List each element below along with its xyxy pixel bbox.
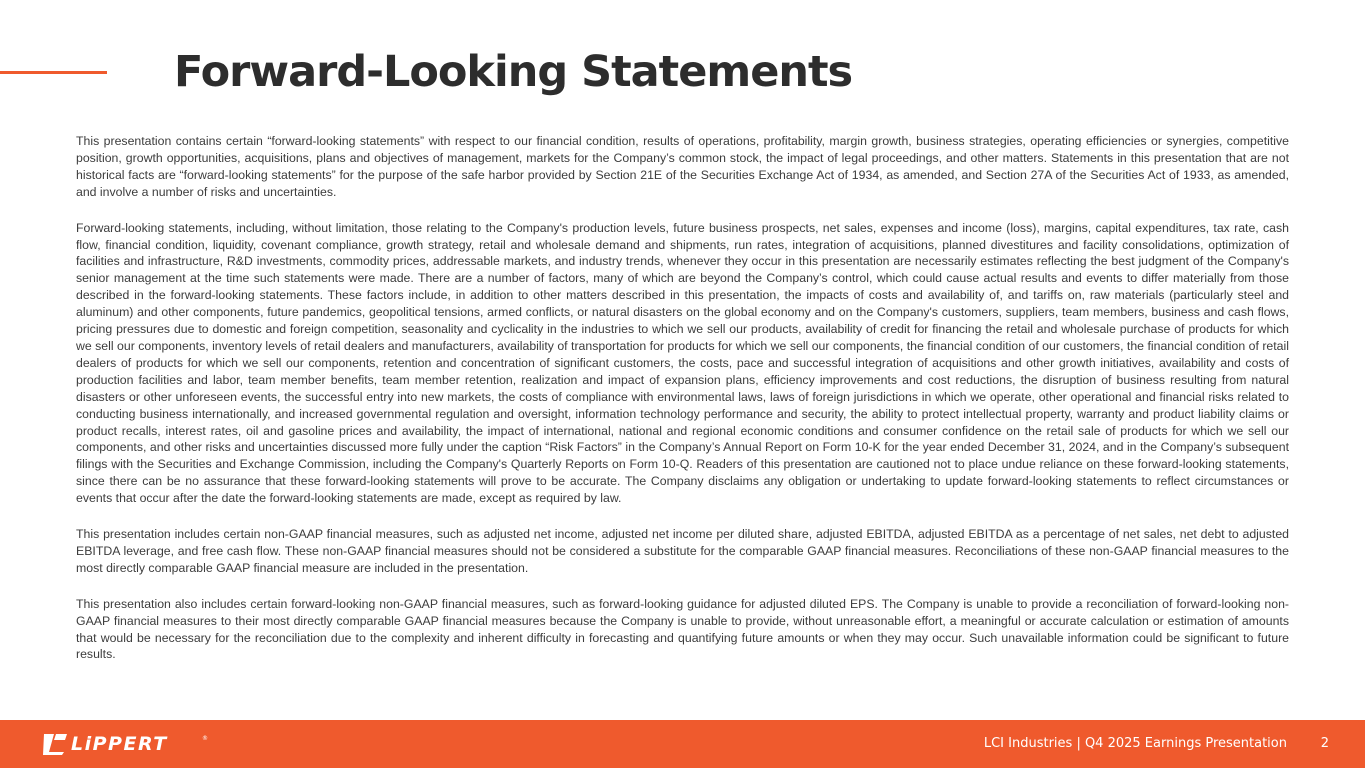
paragraph-forward-non-gaap: This presentation also includes certain forward-looking non-GAAP financial measures, such as forward-looking guidance for adjusted diluted EPS. The Company is unable to provide a reconciliation of forward-looking non-GAAP financial measures to their most directly comparable GAAP financial measures because the Company is unable to provide, without unreasonable effort, a meaningful or accurate calculation or estimation of amounts that would be necessary for the reconciliation due to the complexity and inherent difficulty in forecasting and quantifying future amounts or when they may occur. Such unavailable information could be significant to future results. xyxy=(76,596,1289,662)
lippert-logo xyxy=(40,732,210,756)
paragraph-non-gaap: This presentation includes certain non-GAAP financial measures, such as adjusted net income, adjusted net income per diluted share, adjusted EBITDA, adjusted EBITDA as a percentage of net sales, net debt to adjusted EBITDA leverage, and free cash flow. These non-GAAP financial measures should not be considered a substitute for the comparable GAAP financial measures. Reconciliations of these non-GAAP financial measures to the most directly comparable GAAP financial measure are included in the presentation. xyxy=(76,527,1289,575)
paragraph-risk-factors: Forward-looking statements, including, without limitation, those relating to the Company's production levels, future business prospects, net sales, expenses and income (loss), margins, capital expenditures, tax rate, cash flow, financial condition, liquidity, covenant compliance, growth strategy, retail and wholesale demand and shipments, run rates, integration of acquisitions, planned divestitures and facility consolidations, optimization of facilities and infrastructure, R&D investments, commodity prices, addressable markets, and industry trends, whenever they occur in this presentation are necessarily estimates reflecting the best judgment of the Company's senior management at the time such statements were made. There are a number of factors, many of which are beyond the Company’s control, which could cause actual results and events to differ materially from those described in the forward-looking statements. These factors include, in addition to other matters described in this presentation, the impacts of costs and availability of, and tariffs on, raw materials (particularly steel and aluminum) and other components, future pandemics, geopolitical tensions, armed conflicts, or natural disasters on the global economy and on the Company's customers, suppliers, team members, business and cash flows, pricing pressures due to domestic and foreign competition, seasonality and cyclicality in the industries to which we sell our products, availability of credit for financing the retail and wholesale purchase of products for which we sell our components, inventory levels of retail dealers and manufacturers, availability of transportation for products for which we sell our components, the financial condition of our customers, the financial condition of retail dealers of products for which we sell our components, retention and concentration of significant customers, the costs, pace and successful integration of acquisitions and other growth initiatives, availability and costs of production facilities and labor, team member benefits, team member retention, realization and impact of expansion plans, efficiency improvements and cost reductions, the disruption of business resulting from natural disasters or other unforeseen events, the successful entry into new markets, the costs of compliance with environmental laws, laws of foreign jurisdictions in which we operate, other operational and financial risks related to conducting business internationally, and increased governmental regulation and oversight, information technology performance and security, the ability to protect intellectual property, warranty and product liability claims or product recalls, interest rates, oil and gasoline prices and availability, the impact of international, national and regional economic conditions and consumer confidence on the retail sale of products for which we sell our components, and other risks and uncertainties discussed more fully under the caption “Risk Factors” in the Company’s Annual Report on Form 10-K for the year ended December 31, 2024, and in the Company’s subsequent filings with the Securities and Exchange Commission, including the Company's Quarterly Reports on Form 10-Q. Readers of this presentation are cautioned not to place undue reliance on these forward-looking statements, since there can be no assurance that these forward-looking statements will prove to be accurate. The Company disclaims any obligation or undertaking to update forward-looking statements to reflect circumstances or events that occur after the date the forward-looking statements are made, except as required by law. xyxy=(76,220,1289,506)
title-accent-line xyxy=(0,71,107,74)
footer-caption: LCI Industries | Q4 2025 Earnings Presentation xyxy=(983,736,1287,751)
disclaimer-body xyxy=(76,133,1289,682)
logo-wordmark: LiPPERT xyxy=(71,733,168,755)
footer-bar xyxy=(0,720,1365,768)
logo-trademark: ® xyxy=(202,735,208,742)
lippert-logo-mark-icon xyxy=(40,732,68,756)
page-number: 2 xyxy=(1320,736,1329,751)
page-title: Forward-Looking Statements xyxy=(174,47,853,97)
paragraph-safe-harbor: This presentation contains certain “forward-looking statements” with respect to our financial condition, results of operations, profitability, margin growth, business strategies, operating efficiencies or synergies, competitive position, growth opportunities, acquisitions, plans and objectives of management, markets for the Company’s common stock, the impact of legal proceedings, and other matters. Statements in this presentation that are not historical facts are “forward-looking statements” for the purpose of the safe harbor provided by Section 21E of the Securities Exchange Act of 1934, as amended, and Section 27A of the Securities Act of 1933, as amended, and involve a number of risks and uncertainties. xyxy=(76,134,1289,199)
